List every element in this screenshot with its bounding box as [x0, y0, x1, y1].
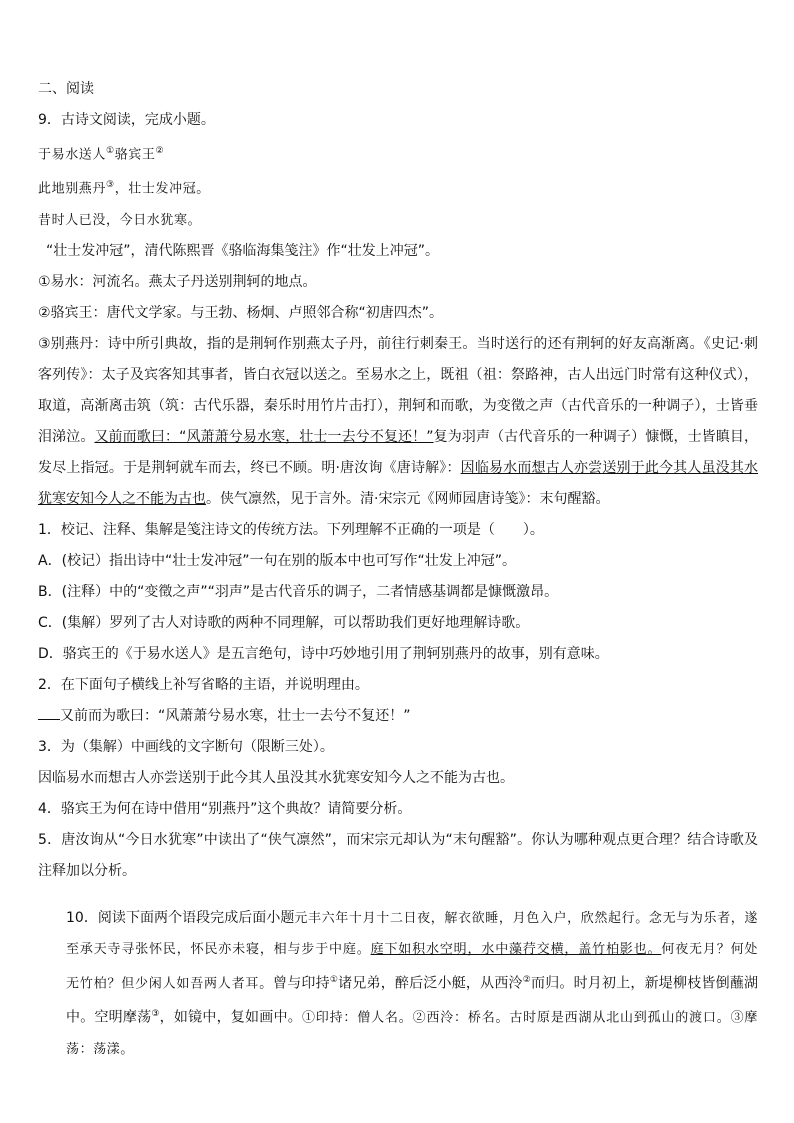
footnote-marker: ①	[329, 974, 339, 985]
poem-line-2: 昔时人已没，今日水犹寒。	[38, 212, 202, 228]
footnote-marker: ③	[106, 180, 115, 191]
passage-b-text-3: 而归。时月初上，新堤柳枝皆倒蘸湖中。空明摩荡	[66, 975, 759, 1026]
option-b: B．(注释）中的“变徵之声”“羽声”是古代音乐的调子，二者情感基调都是慷慨激昂。	[38, 583, 559, 600]
option-a: A．(校记）指出诗中“壮士发冲冠”一句在别的版本中也可写作“壮发上冲冠”。	[38, 552, 517, 569]
document-page	[38, 74, 758, 1065]
sub-question-1: 1．校记、注释、集解是笺注诗文的传统方法。下列理解不正确的一项是（ ）。	[38, 521, 544, 538]
spacer	[38, 887, 758, 903]
sub-question-4: 4．骆宾王为何在诗中借用“别燕丹”这个典故？请简要分析。	[38, 800, 412, 817]
sub-question-2-sentence	[38, 701, 758, 732]
annotation-3-text-3: 。侠气凛然，见于言外。清·宋宗元《网师园唐诗笺》：末句醒豁。	[206, 490, 610, 507]
sentence-text: 又前而为歌曰：“风萧萧兮易水寒，壮士一去兮不复还！”	[60, 707, 411, 724]
poem-title-line	[38, 136, 758, 170]
annotation-1: ①易水：河流名。燕太子丹送别荆轲的地点。	[38, 273, 317, 290]
option-d: D．骆宾王的《于易水送人》是五言绝句，诗中巧妙地引用了荆轲别燕丹的故事，别有意味。	[38, 645, 609, 662]
annotation-2: ②骆宾王：唐代文学家。与王勃、杨炯、卢照邻合称“初唐四杰”。	[38, 304, 444, 321]
annotation-3-text: ③别燕丹：诗中所引典故，指的是荆轲作别燕太子丹，前往行刺秦王。当时送行的还有荆轲的好友高渐离。《史记·刺客列传》：太子及宾客知其事者，皆白衣冠以送之。至易水之上，既祖（祖：祭路神，古人出远门时常有这种仪式），取道，高渐离击筑（筑：古代乐器，秦乐时用竹片击打），荆轲和而歌，为变徵之声（古代音乐的一种调子），士皆垂泪涕泣。	[38, 335, 758, 445]
passage-b-notes: ①印持：僧人名。②西泠：桥名。古时原是西湖从北山到孤山的渡口。③摩荡：荡漾。	[66, 1010, 759, 1057]
option-c: C．(集解）罗列了古人对诗歌的两种不同理解，可以帮助我们更好地理解诗歌。	[38, 614, 530, 631]
footnote-marker: ③	[151, 1009, 160, 1020]
passage-a-underlined: 庭下如积水空明，水中藻荇交横，盖竹柏影也。	[370, 941, 662, 957]
section-heading: 二、阅读	[38, 81, 94, 97]
sub-question-3: 3．为（集解）中画线的文字断句（限断三处）。	[38, 738, 334, 755]
poem-line-1	[38, 170, 758, 204]
poem-line-1-text: 此地别燕丹	[38, 181, 107, 197]
passage-a-text: 元丰六年十月十二日夜，解衣欲睡，月色入户，欣然起行。念无与为乐者，遂至承天寺寻张怀民，怀民亦未寝，相与步于中庭。	[66, 910, 758, 957]
question-10-lead: 10．阅读下面两个语段完成后面小题	[66, 909, 295, 926]
question-10-passage	[38, 903, 758, 1065]
passage-b-text: 曾与印持	[273, 975, 330, 992]
sub-question-2: 2．在下面句子横线上补写省略的主语，并说明理由。	[38, 676, 369, 693]
footnote-marker: ②	[522, 974, 531, 985]
collation-note: “壮士发冲冠”，清代陈熙晋《骆临海集笺注》作“壮发上冲冠”。	[46, 242, 440, 259]
annotation-3	[38, 329, 758, 515]
answer-blank[interactable]	[38, 705, 60, 720]
underlined-quote: 又前而歌曰：“风萧萧兮易水寒，壮士一去兮不复还！”	[94, 428, 434, 445]
poem-line-1-rest: ，壮士发冲冠。	[114, 181, 210, 197]
footnote-marker: ②	[155, 146, 165, 156]
passage-a-end: 何夜无月？何处无竹柏？但少闲人如吾两人者耳。	[66, 941, 759, 992]
annotation-3-text-2: 复为羽声（古代音乐的一种调子）慷慨，士皆瞋目，发尽上指冠。于是荆轲就车而去，终已不顾。明·唐汝询《唐诗解》：	[38, 428, 759, 476]
sub-question-3-text: 因临易水而想古人亦尝送别于此今其人虽没其水犹寒安知今人之不能为古也。	[38, 769, 514, 786]
sub-question-5: 5．唐汝询从“今日水犹寒”中读出了“侠气凛然”，而宋宗元却认为“末句醒豁”。你认为哪种观点更合理？结合诗歌及注释加以分析。	[38, 831, 758, 879]
footnote-marker: ①	[106, 146, 115, 156]
poem-title: 于易水送人	[38, 147, 107, 163]
poem-author: 骆宾王	[114, 147, 156, 163]
passage-b-text-4: ，如镜中，复如画中。	[159, 1009, 302, 1026]
question-9-title: 9．古诗文阅读，完成小题。	[38, 112, 215, 128]
underlined-passage: 因临易水而想古人亦尝送别于此今其人虽没其水犹寒安知今人之不能为古也	[38, 459, 759, 507]
passage-b-text-2: 诸兄弟，醉后泛小艇，从西泠	[338, 975, 523, 992]
